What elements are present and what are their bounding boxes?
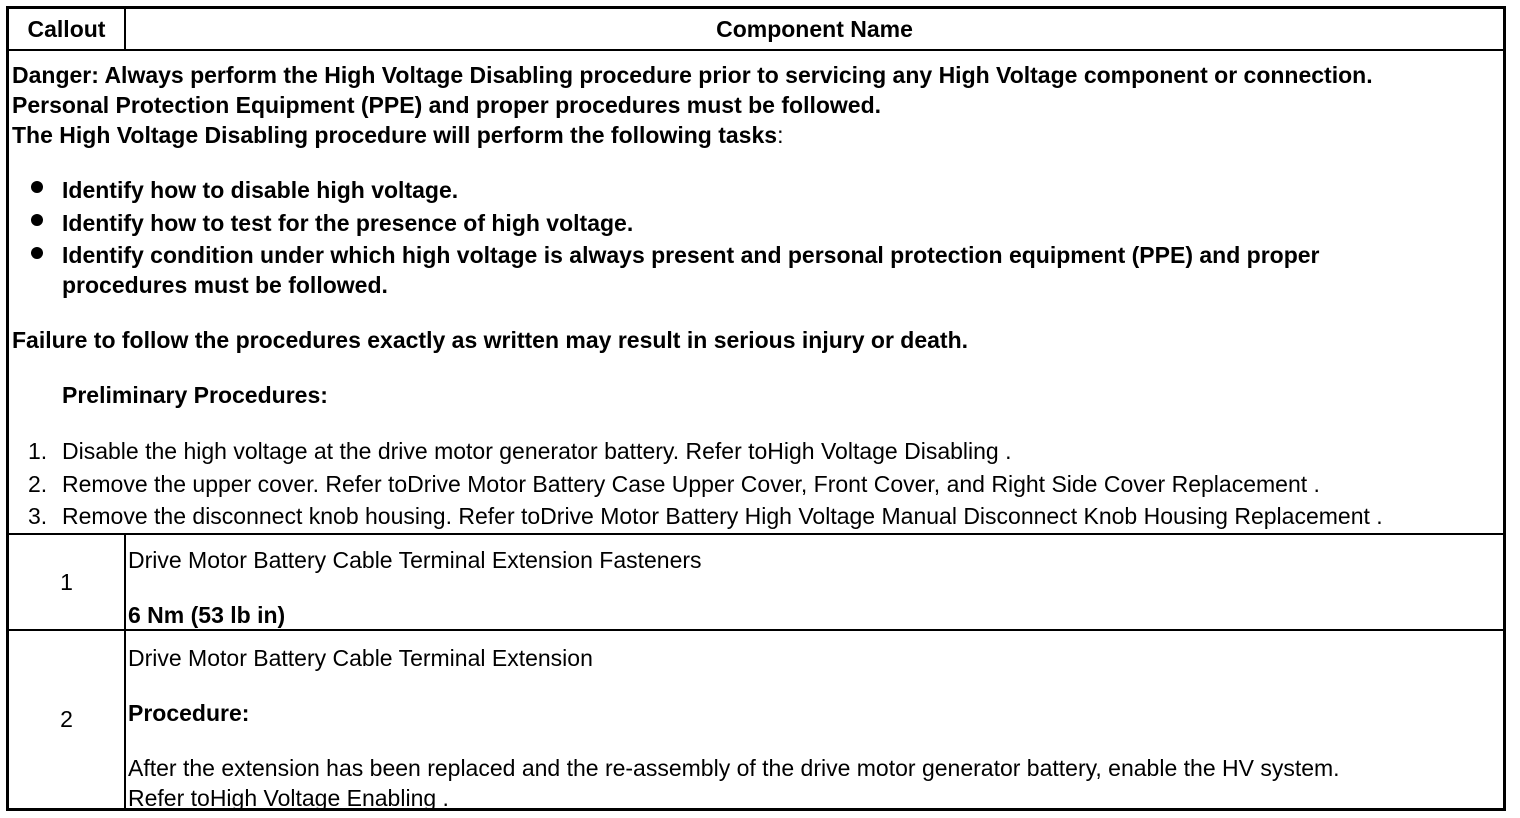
step-text: Remove the disconnect knob housing. Refer toDrive Motor Battery High Voltage Manual Disconnect Knob Housing Replacement . (62, 503, 1383, 529)
bullet-item-3: Identify condition under which high voltage is always present and personal protection equipment (PPE) and proper (62, 242, 1320, 268)
bullet-dot (31, 214, 43, 226)
table-row (9, 631, 1503, 811)
failure-warning: Failure to follow the procedures exactly as written may result in serious injury or death. (12, 327, 969, 353)
step-number: 3. (28, 503, 48, 529)
bullet-item-3-cont: procedures must be followed. (62, 272, 388, 298)
callout-number: 2 (9, 631, 126, 808)
component-name: Drive Motor Battery Cable Terminal Extension Fasteners (128, 547, 702, 573)
procedure-text-cont: Refer toHigh Voltage Enabling . (128, 785, 449, 811)
bullet-dot (31, 247, 43, 259)
procedure-text: After the extension has been replaced and the re-assembly of the drive motor generator battery, enable the HV system. (128, 755, 1340, 781)
component-name: Drive Motor Battery Cable Terminal Extension (128, 645, 593, 671)
step-text: Disable the high voltage at the drive motor generator battery. Refer toHigh Voltage Disabling . (62, 438, 1012, 464)
bullet-item-1: Identify how to disable high voltage. (62, 177, 459, 203)
table-row (9, 535, 1503, 631)
component-table (6, 6, 1506, 811)
step-text: Remove the upper cover. Refer toDrive Motor Battery Case Upper Cover, Front Cover, and Right Side Cover Replacement . (62, 471, 1320, 497)
danger-line-2: Personal Protection Equipment (PPE) and proper procedures must be followed. (12, 92, 882, 118)
bullet-item-2: Identify how to test for the presence of high voltage. (62, 210, 634, 236)
component-name-header: Component Name (716, 15, 913, 42)
torque-spec: 6 Nm (53 lb in) (128, 602, 286, 628)
step-number: 1. (28, 438, 48, 464)
danger-notice (9, 51, 1503, 535)
danger-line-3-text: The High Voltage Disabling procedure will perform the following tasks (12, 122, 778, 148)
preliminary-title: Preliminary Procedures: (62, 382, 328, 408)
callout-number: 1 (9, 535, 126, 629)
danger-line-3-colon: : (777, 122, 784, 148)
callout-header: Callout (9, 9, 126, 49)
procedure-label: Procedure: (128, 700, 250, 726)
danger-line-3 (12, 120, 783, 150)
table-header (9, 9, 1503, 51)
bullet-dot (31, 181, 43, 193)
step-number: 2. (28, 471, 48, 497)
danger-line-1: Danger: Always perform the High Voltage Disabling procedure prior to servicing any High Voltage component or connection. (12, 62, 1373, 88)
